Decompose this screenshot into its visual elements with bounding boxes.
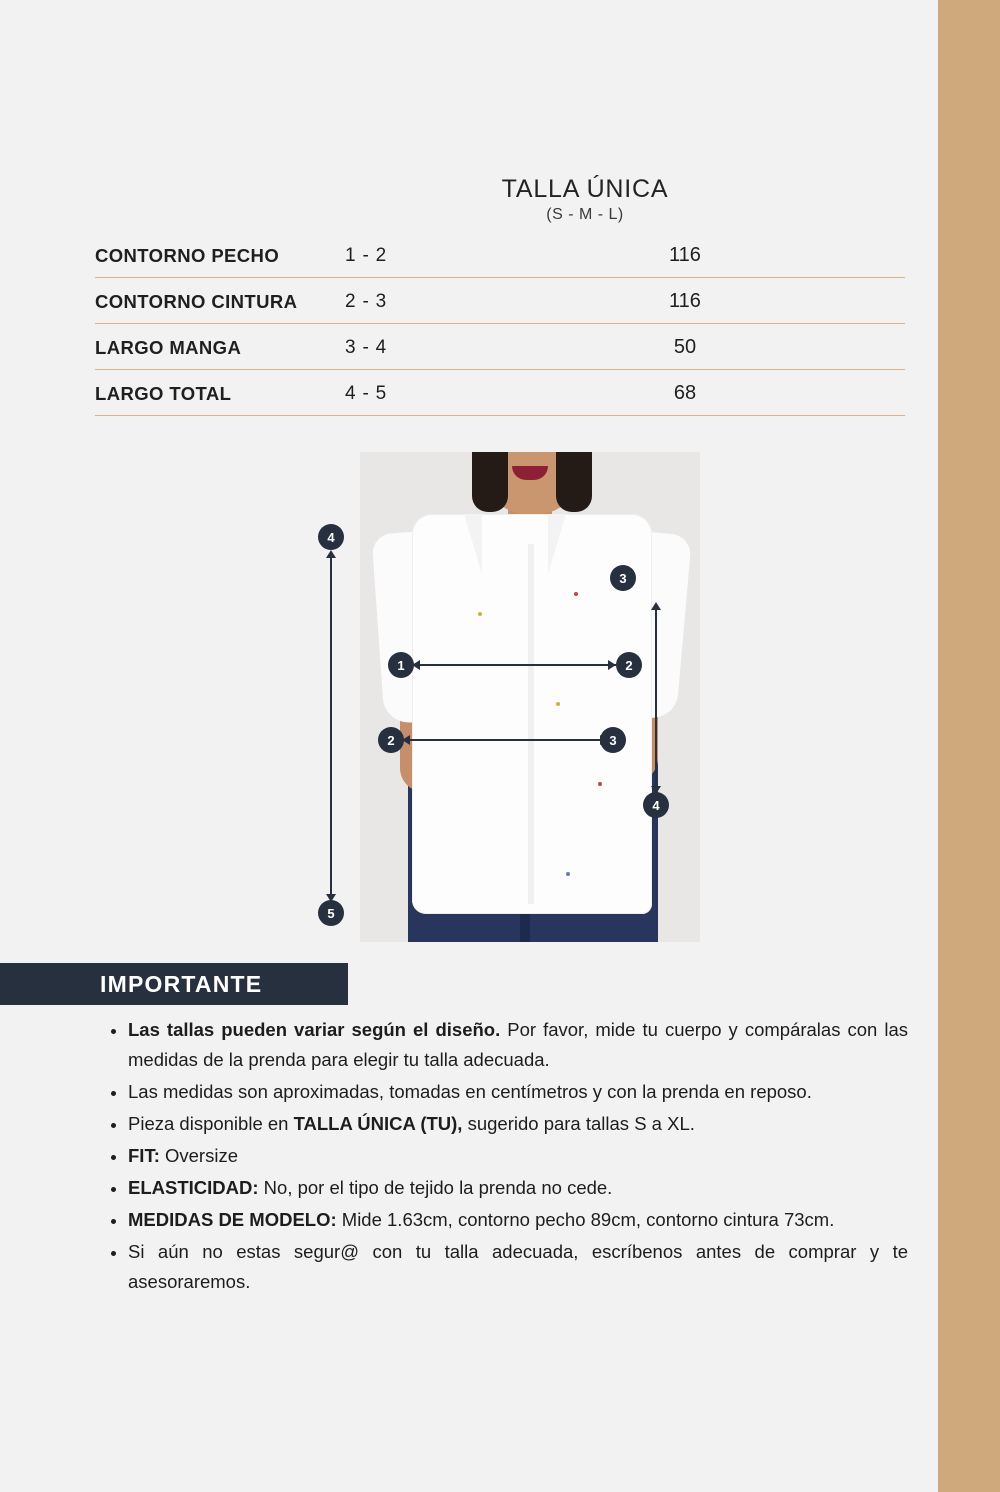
arrow-up-icon: [651, 602, 661, 610]
model-photo: [360, 452, 700, 942]
note-text: Por favor, mide tu cuerpo y compáralas con las medidas de la prenda para elegir tu talla adecuada.: [128, 1019, 908, 1070]
measure-value: 116: [465, 278, 905, 324]
important-banner: [0, 963, 348, 1005]
marker-3-sleeve-top: 3: [610, 565, 636, 591]
marker-1-chest-left: 1: [388, 652, 414, 678]
table-row: [95, 370, 905, 416]
note-text: sugerido para tallas S a XL.: [462, 1112, 695, 1134]
marker-2-chest-right: 2: [616, 652, 642, 678]
decorative-side-band: [938, 0, 1000, 1492]
note-text: Oversize: [159, 1144, 238, 1166]
size-chart-header: [475, 175, 695, 224]
shirt-collar-left: [464, 514, 482, 574]
note-bold: MEDIDAS DE MODELO:: [128, 1208, 337, 1230]
fabric-dot: [556, 702, 560, 706]
measure-name: CONTORNO CINTURA: [95, 278, 345, 324]
measure-points: 4 - 5: [345, 370, 465, 416]
fabric-dot: [566, 872, 570, 876]
note-bold: TALLA ÚNICA (TU),: [293, 1112, 463, 1134]
fabric-dot: [598, 782, 602, 786]
note-text: No, por el tipo de tejido la prenda no cede.: [258, 1176, 613, 1198]
note-bold: Las tallas pueden variar según el diseño.: [128, 1019, 501, 1040]
note-item: [128, 1173, 908, 1203]
size-column-title: TALLA ÚNICA: [501, 175, 669, 203]
note-bold: FIT:: [128, 1144, 160, 1166]
marker-5-bottom: 5: [318, 900, 344, 926]
marker-4-top: 4: [318, 524, 344, 550]
note-text: Mide 1.63cm, contorno pecho 89cm, contorno cintura 73cm.: [336, 1208, 835, 1230]
waist-measure-line: [404, 739, 608, 741]
sleeve-measure-line: [655, 604, 657, 792]
size-column-subtitle: (S - M - L): [546, 206, 624, 223]
note-item: [128, 1205, 908, 1235]
note-text: Las medidas son aproximadas, tomadas en centímetros y con la prenda en reposo.: [128, 1080, 812, 1102]
arrow-right-icon: [608, 660, 616, 670]
important-notes: [100, 1015, 908, 1299]
note-bold: ELASTICIDAD:: [128, 1176, 259, 1198]
note-pre: Pieza disponible en: [128, 1112, 294, 1134]
table-row: [95, 324, 905, 370]
shirt-placket: [528, 544, 534, 904]
measure-points: 1 - 2: [345, 232, 465, 278]
size-chart: [95, 175, 905, 416]
measure-points: 3 - 4: [345, 324, 465, 370]
important-label: IMPORTANTE: [100, 970, 263, 997]
model-hair-left: [472, 452, 508, 512]
marker-3-waist-right: 3: [600, 727, 626, 753]
note-item: [128, 1077, 908, 1107]
fabric-dot: [478, 612, 482, 616]
measure-name: LARGO MANGA: [95, 324, 345, 370]
measure-points: 2 - 3: [345, 278, 465, 324]
marker-2-waist-left: 2: [378, 727, 404, 753]
note-item: [128, 1237, 908, 1297]
measurements-table: [95, 232, 905, 416]
model-hair-right: [556, 452, 592, 512]
note-item: [128, 1015, 908, 1075]
note-item: [128, 1109, 908, 1139]
marker-4-sleeve-bottom: 4: [643, 792, 669, 818]
measure-value: 116: [465, 232, 905, 278]
shirt-collar-right: [548, 514, 566, 574]
measure-value: 68: [465, 370, 905, 416]
arrow-up-icon: [326, 550, 336, 558]
measure-name: CONTORNO PECHO: [95, 232, 345, 278]
measure-name: LARGO TOTAL: [95, 370, 345, 416]
table-row: [95, 232, 905, 278]
note-text: Si aún no estas segur@ con tu talla adecuada, escríbenos antes de comprar y te asesoraremos.: [128, 1240, 908, 1292]
length-total-line: [330, 552, 332, 900]
note-item: [128, 1141, 908, 1171]
chest-measure-line: [414, 664, 616, 666]
fabric-dot: [574, 592, 578, 596]
measure-value: 50: [465, 324, 905, 370]
table-row: [95, 278, 905, 324]
garment-diagram: [300, 452, 720, 942]
